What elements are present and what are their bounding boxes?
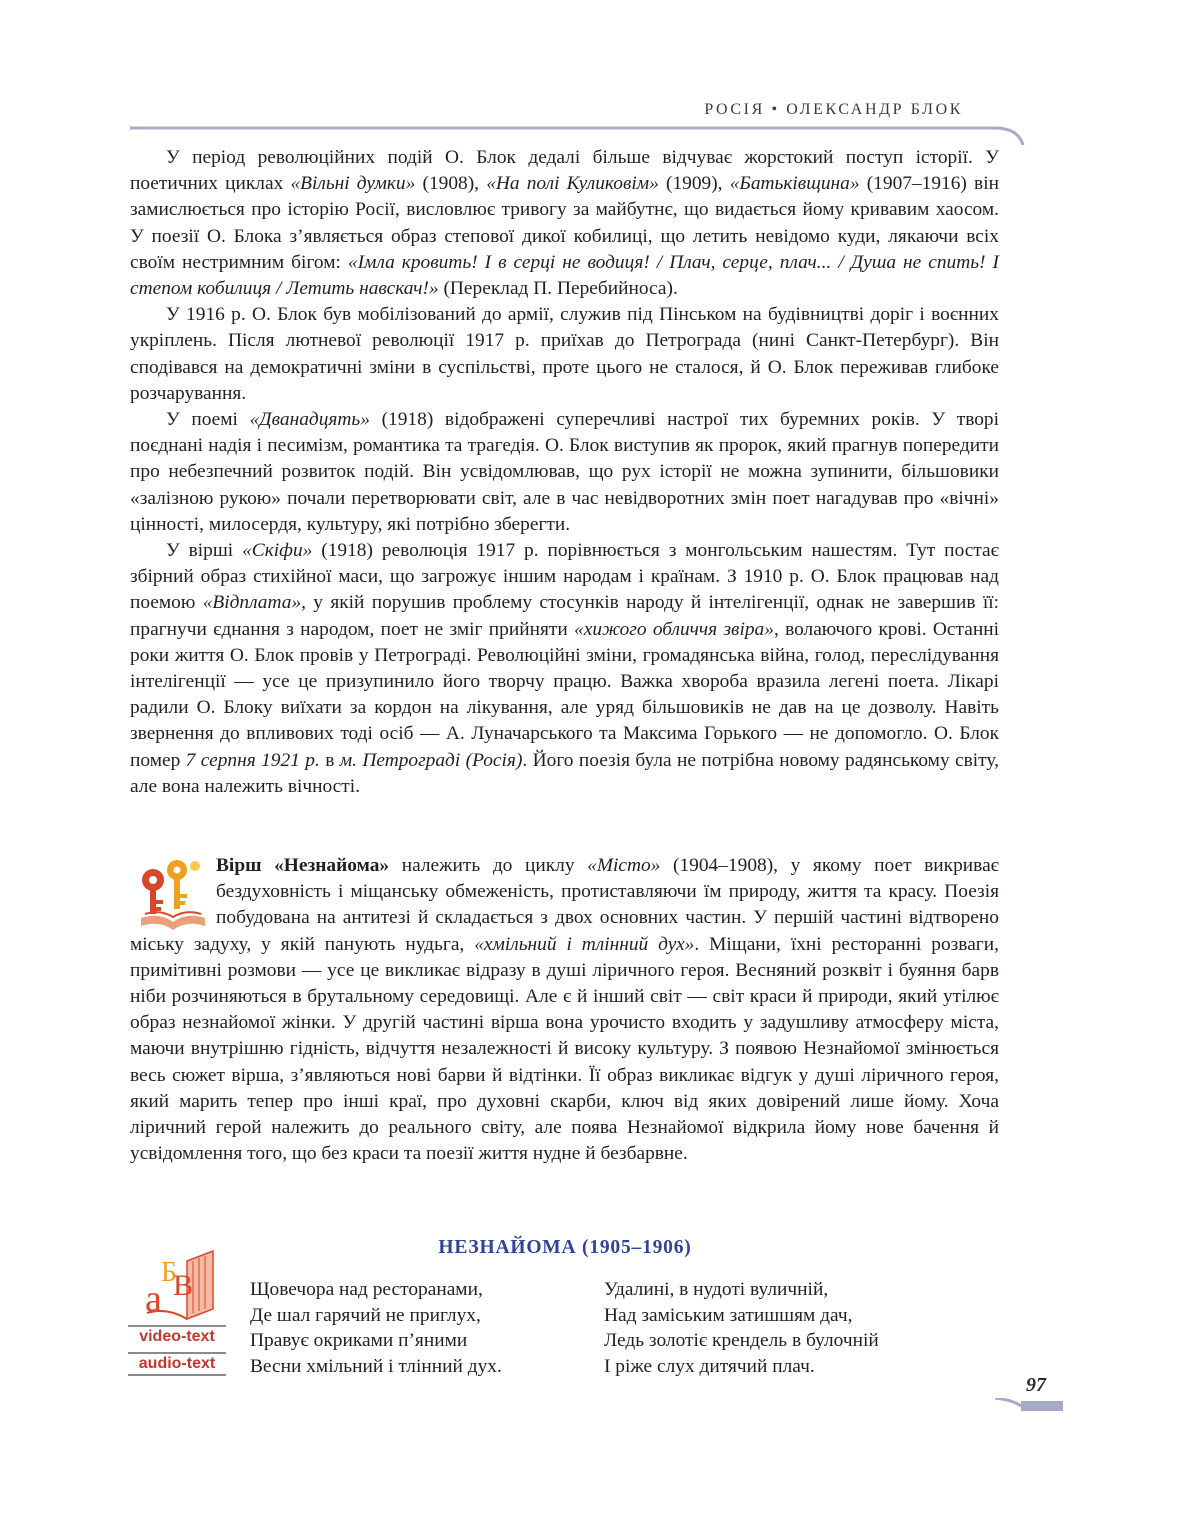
poem-line: І ріже слух дитячий плач. bbox=[604, 1355, 815, 1377]
poem-analysis-text bbox=[130, 853, 999, 1167]
poem-stanza-right bbox=[604, 1277, 879, 1379]
book-letter-a: а bbox=[145, 1278, 162, 1320]
poem-line: Правує окриками п’яними bbox=[250, 1330, 468, 1351]
book-letter-b: Б bbox=[161, 1257, 178, 1288]
audio-text-link[interactable]: audio-text bbox=[128, 1352, 226, 1376]
running-header: РОСІЯ • ОЛЕКСАНДР БЛОК bbox=[704, 101, 963, 118]
book-letter-v: В bbox=[173, 1269, 194, 1302]
paragraph-4: У вірші «Скіфи» (1918) революція 1917 р. порівнюється з монгольським нашестям. Тут постає збірний образ стихійної маси, що загрожує іншим народам і країнам. З 1910 р. О. Блок працював над поемою «Відплата», у якій порушив проблему стосунків народу й інтелігенції, однак не завершив її: прагнучи єднання з народом, поет не зміг прийняти «хижого обличчя звіра», волаючого крові. Останні роки життя О. Блок провів у Петрограді. Революційні зміни, громадянська війна, голод, переслідування інтелігенції — усе це призупинило його творчу працю. Важка хвороба вразила легені поета. Лікарі радили О. Блоку виїхати за кордон на лікування, але уряд більшовиків не дав на це дозволу. Навіть звернення до впливових тоді осіб — А. Луначарського та Максима Горького — не допомогло. О. Блок помер 7 серпня 1921 р. в м. Петрограді (Росія). Його поезія була не потрібна новому радянському світу, але вона належить вічності. bbox=[130, 540, 999, 797]
poem-stanza-left bbox=[250, 1277, 502, 1379]
poem-title: НЕЗНАЙОМА (1905–1906) bbox=[438, 1237, 692, 1258]
page-number: 97 bbox=[1026, 1374, 1046, 1396]
paragraph-5: Вірш «Незнайома» належить до циклу «Місто» (1904–1908), у якому поет викриває бездуховність і міщанську обмеженість, протиставляючи їм природу, життя та красу. Поезія побудована на антитезі й складається з двох основних частин. У першій частині відтворено міську задуху, у якій панують нудьга, «хмільний і тлінний дух». Міщани, їхні ресторанні розваги, примітивні розмови — усе це викликає відразу в душі ліричного героя. Весняний розквіт і буяння барв ніби розчиняються в брутальному середовищі. Але є й інший світ — світ краси й природи, який утілює образ незнайомої жінки. У другій частині вірша вона урочисто входить у задушливу атмосферу міста, маючи внутрішню гідність, відчуття незалежності й високу культуру. З появою Незнайомої змінюється весь сюжет вірша, з’являються нові барви й відтінки. Її образ викликає відгук у душі ліричного героя, який марить тепер про інші краї, про духовні скарби, ключ від яких довірений лише йому. Хоча ліричний герой належить до реального світу, але поява Незнайомої відкрила йому нове бачення й усвідомлення того, що без краси та поезії життя нудне й безбарвне. bbox=[130, 855, 999, 1165]
icon-spacer bbox=[130, 853, 216, 929]
poem-line: Весни хмільний і тлінний дух. bbox=[250, 1355, 502, 1377]
header-rule bbox=[130, 118, 1025, 148]
poem-line: Де шал гарячий не приглух, bbox=[250, 1304, 481, 1326]
poem-line: Удалині, в нудоті вуличній, bbox=[604, 1279, 829, 1300]
paragraph-3: У поемі «Дванадцять» (1918) відображені суперечливі настрої тих буремних років. У творі поєднані надія і песимізм, романтика та трагедія. О. Блок виступив як пророк, який прагнув попередити про небезпечний розвиток подій. Він усвідомлював, що рух історії не можна зупинити, більшовики «залізною рукою» почали перетворювати світ, але в час невідворотних змін поет нагадував про «вічні» цінності, милосердя, культуру, які потрібно зберегти. bbox=[130, 409, 1000, 535]
paragraph-2: У 1916 р. О. Блок був мобілізований до армії, служив під Пінськом на будівництві доріг і воєнних укріплень. Після лютневої революції 1917 р. приїхав до Петрограда (нині Санкт-Петербург). Він сподівався на демократичні зміни в суспільстві, проте цього не сталося, й О. Блок переживав глибоке розчарування. bbox=[130, 304, 999, 404]
biography-text bbox=[130, 145, 999, 800]
poem-line: Щовечора над ресторанами, bbox=[250, 1279, 483, 1300]
footer-decoration bbox=[995, 1398, 1067, 1418]
poem-line: Ледь золотіє крендель в булочній bbox=[604, 1330, 879, 1351]
video-text-link[interactable]: video-text bbox=[128, 1325, 226, 1347]
paragraph-1: У період революційних подій О. Блок дедалі більше відчуває жорстокий поступ історії. У поетичних циклах «Вільні думки» (1908), «На полі Куликовім» (1909), «Батьківщина» (1907–1916) він замислюється про історію Росії, висловлює тривогу за майбутнє, що видається йому кривавим хаосом. У поезії О. Блока з’являється образ степової дикої кобилиці, що летить невідомо куди, лякаючи всіх своїм нестримним бігом: «Імла кровить! І в серці не водиця! / Плач, серце, плач... / Душа не спить! І степом кобилиця / Летить навскач!» (Переклад П. Перебийноса). bbox=[130, 147, 1000, 300]
poem-line: Над заміським затишшям дач, bbox=[604, 1304, 853, 1326]
abc-book-icon bbox=[143, 1247, 223, 1321]
